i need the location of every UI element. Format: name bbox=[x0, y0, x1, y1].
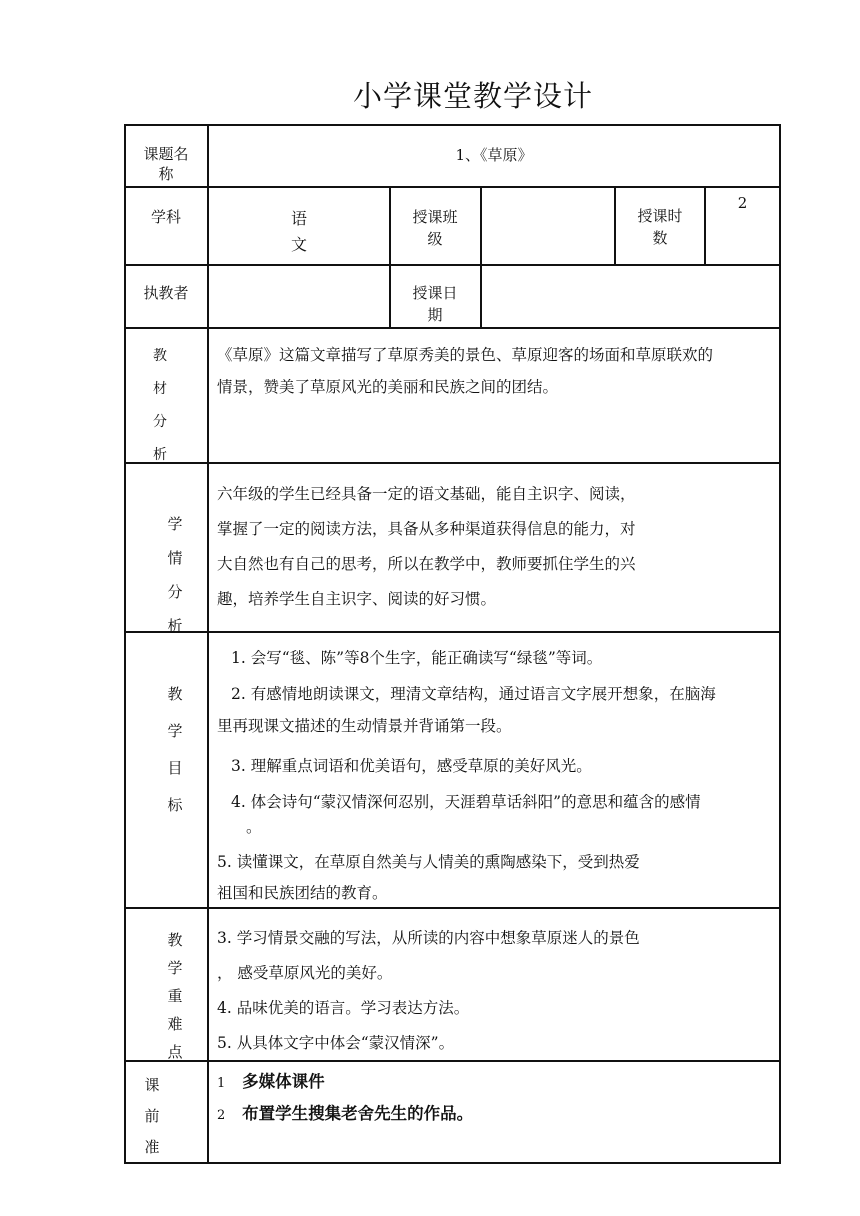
subject-label: 学科 bbox=[150, 208, 181, 226]
students-label: 学 情 分 析 bbox=[167, 515, 183, 635]
goal-2: 2. 有感情地朗读课文，理清文章结构，通过语言文字展开想象，在脑海 bbox=[231, 685, 716, 703]
goal-5: 5. 读懂课文，在草原自然美与人情美的熏陶感染下，受到热爱 bbox=[217, 853, 640, 871]
goal-2-cont: 里再现课文描述的生动情景并背诵第一段。 bbox=[217, 717, 512, 735]
goal-5-cont: 祖国和民族团结的教育。 bbox=[217, 884, 388, 902]
goal-4-cont: 。 bbox=[246, 818, 262, 836]
page-title: 小学课堂教学设计 bbox=[352, 79, 593, 113]
key-points-text: 3. 学习情景交融的写法，从所读的内容中想象草原迷人的景色 ， 感受草原风光的美好。 4. 品味优美的语言。学习表达方法。 5. 从具体文字中体会“蒙汉情深”。 bbox=[217, 929, 640, 1052]
goal-4: 4. 体会诗句“蒙汉情深何忍别，天涯碧草话斜阳”的意思和蕴含的感情 bbox=[231, 793, 701, 811]
subject-value: 语 文 bbox=[290, 209, 307, 254]
goal-3: 3. 理解重点词语和优美语句，感受草原的美好风光。 bbox=[231, 757, 592, 775]
date-label: 授课日 期 bbox=[412, 284, 458, 324]
topic-label: 课题名 称 bbox=[143, 145, 189, 183]
hours-label: 授课时 数 bbox=[637, 207, 683, 247]
material-label: 教 材 分 析 bbox=[153, 348, 167, 463]
goals-label: 教 学 目 标 bbox=[167, 685, 183, 814]
prep-label: 课 前 准 bbox=[144, 1076, 160, 1156]
prep-item-1: 1 多媒体课件 bbox=[217, 1072, 325, 1091]
class-label: 授课班 级 bbox=[412, 208, 458, 248]
goal-1: 1. 会写“毯、陈”等8个生字，能正确读写“绿毯”等词。 bbox=[231, 649, 603, 667]
topic-value: 1、《草原》 bbox=[455, 146, 533, 164]
material-text: 《草原》这篇文章描写了草原秀美的景色、草原迎客的场面和草原联欢的 情景，赞美了草原风光的美丽和民族之间的团结。 bbox=[217, 346, 714, 396]
teacher-label: 执教者 bbox=[143, 284, 189, 302]
students-text: 六年级的学生已经具备一定的语文基础，能自主识字、阅读， 掌握了一定的阅读方法，具备从多种渠道获得信息的能力，对 大自然也有自己的思考，所以在教学中，教师要抓住学生的兴 趣，培养学生自主识字、阅读的好习惯。 bbox=[217, 485, 636, 608]
hours-value: 2 bbox=[737, 194, 748, 212]
key-points-label: 教 学 重 难 点 bbox=[167, 931, 183, 1061]
prep-item-2: 2 布置学生搜集老舍先生的作品。 bbox=[217, 1104, 474, 1123]
